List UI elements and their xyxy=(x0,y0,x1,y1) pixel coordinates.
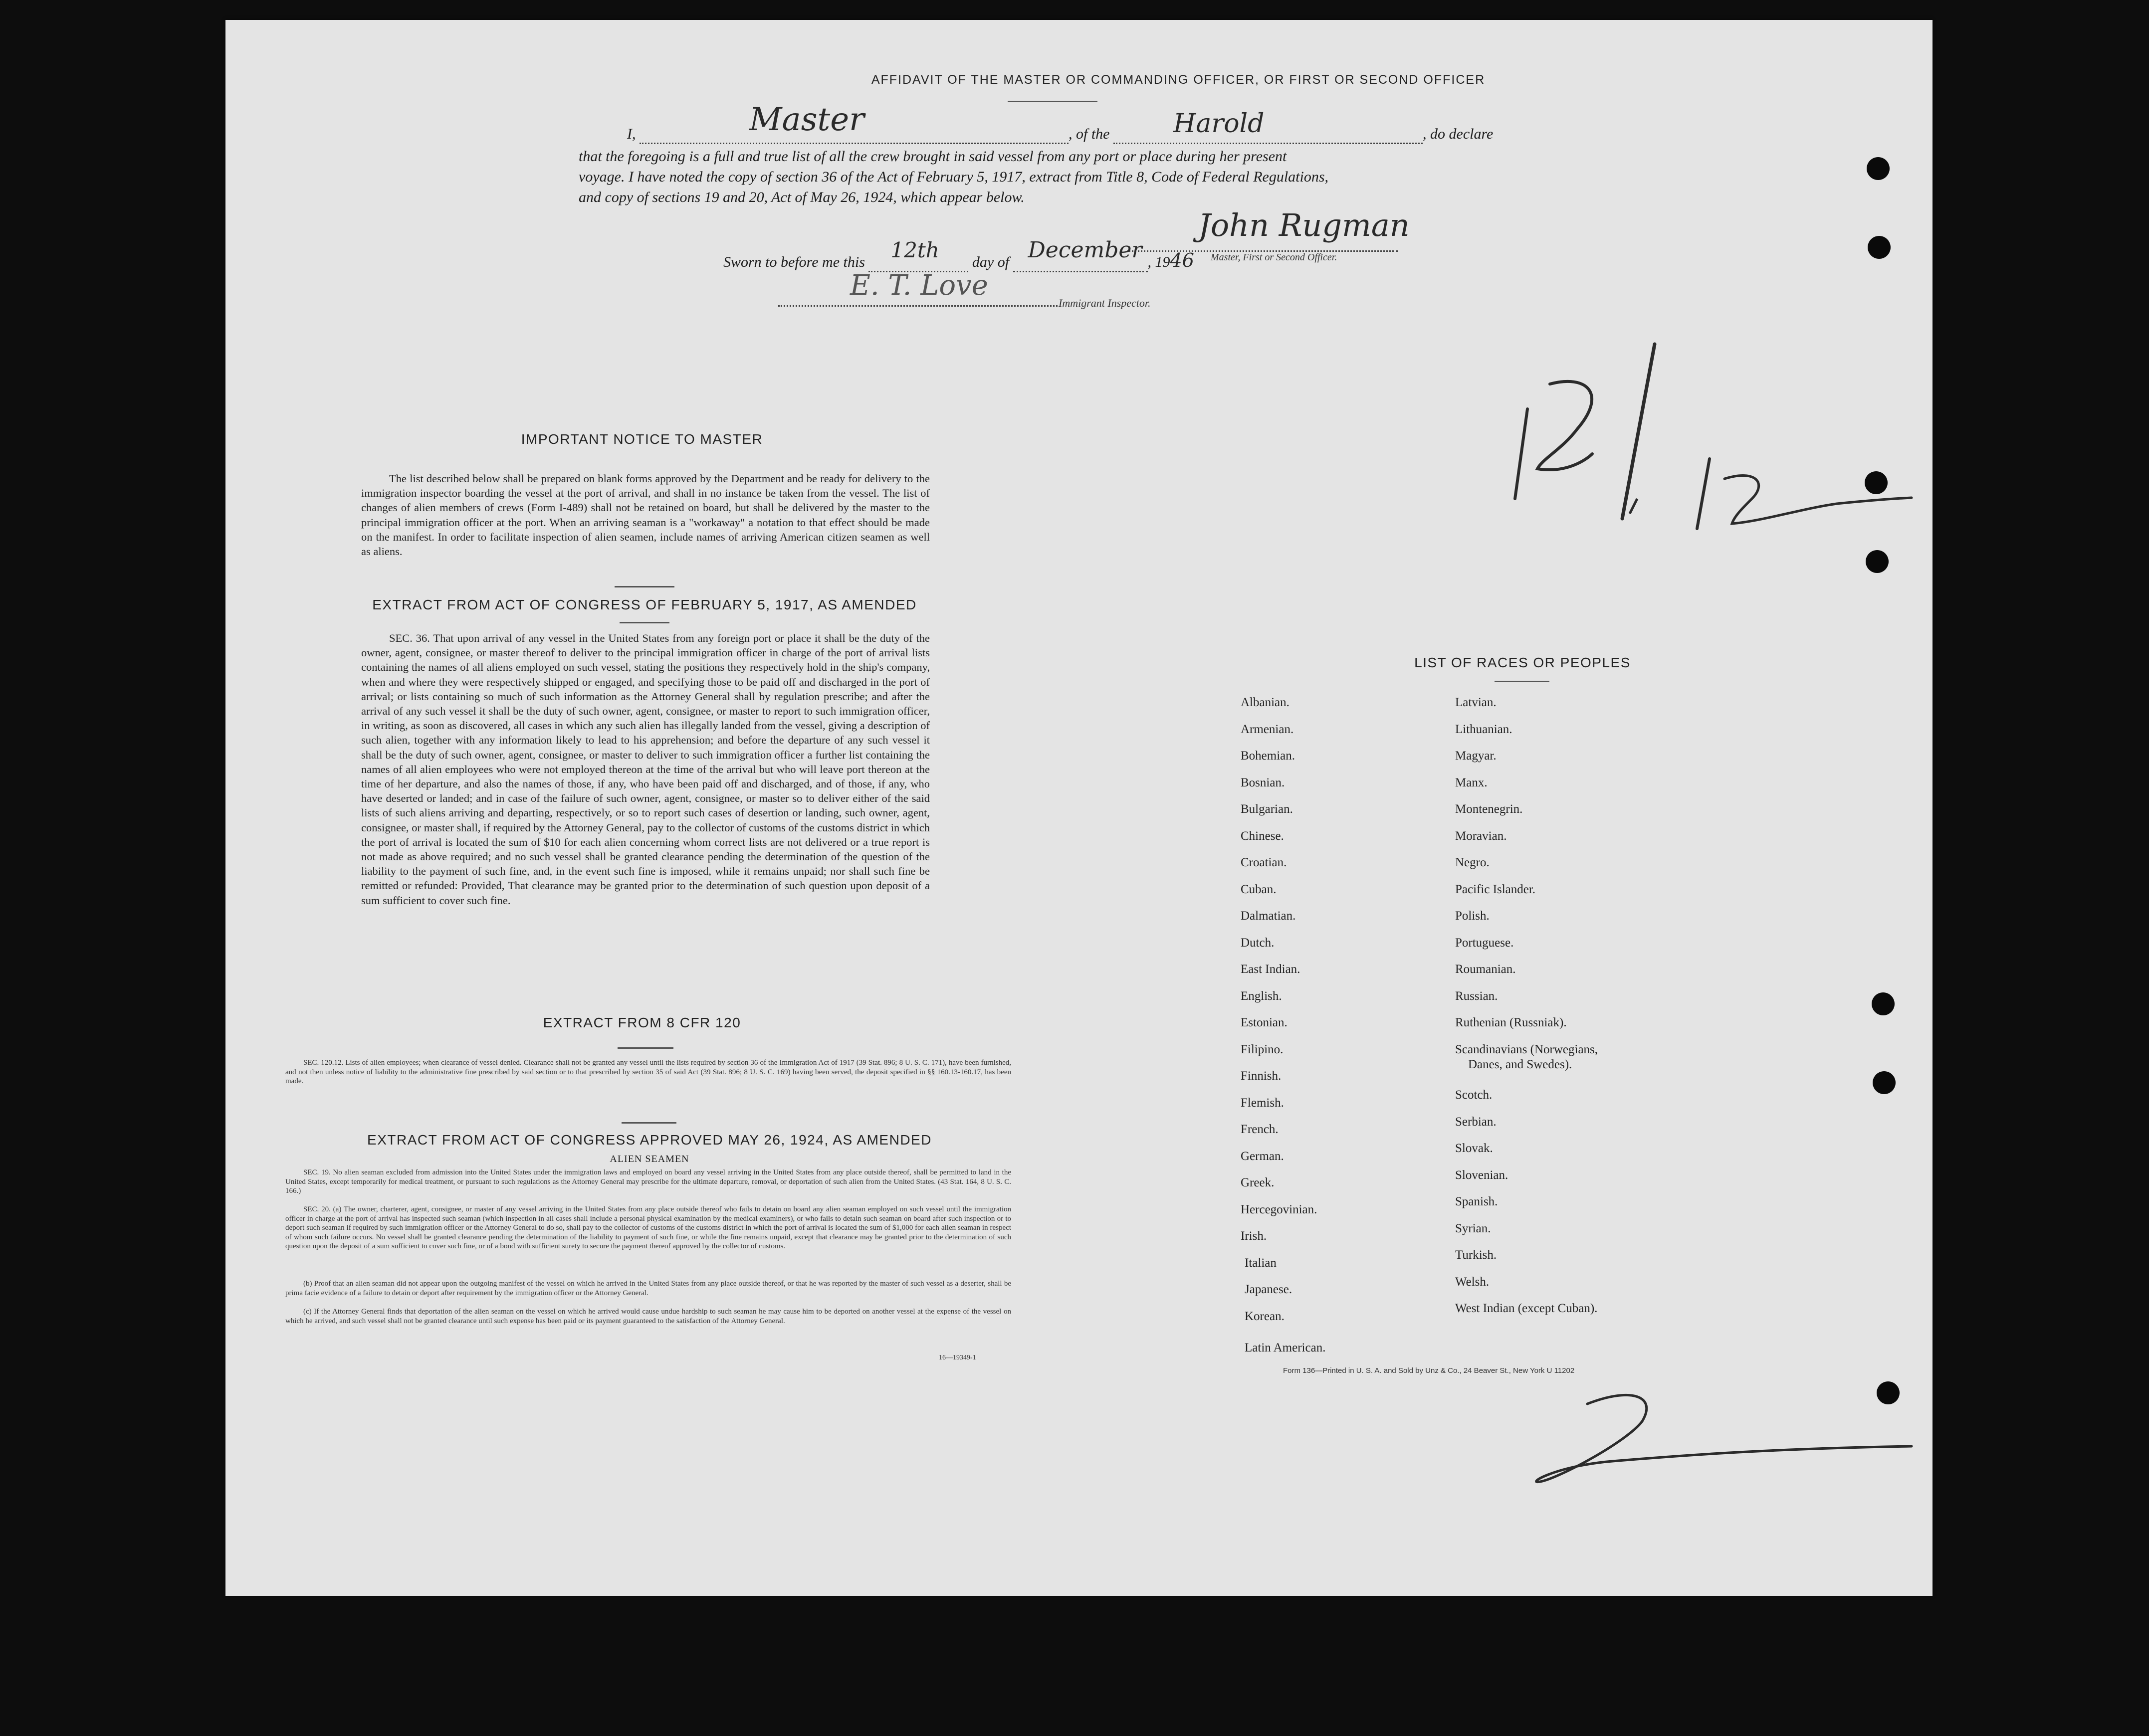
binder-hole xyxy=(1866,550,1889,573)
binder-hole xyxy=(1865,471,1888,494)
affidavit-line-3: voyage. I have noted the copy of section 36 of the Act of February 5, 1917, extract from Title 8, Code of Federal Regulations, xyxy=(579,169,1329,185)
affidavit-title: AFFIDAVIT OF THE MASTER OR COMMANDING OFFICER, OR FIRST OR SECOND OFFICER xyxy=(871,73,1486,87)
vessel-name-field xyxy=(1113,109,1423,144)
binder-hole xyxy=(1873,1071,1896,1094)
race-item: Chinese. xyxy=(1241,829,1284,843)
race-item: Turkish. xyxy=(1455,1248,1497,1262)
race-item: Slovak. xyxy=(1455,1142,1493,1155)
extract-1917-text: SEC. 36. That upon arrival of any vessel in the United States from any foreign port or place it shall be the duty of the owner, agent, consignee, or master thereof to deliver to the principal immigration officer in charge of the port of arrival lists containing the names of all aliens employed on such vessel, stating the positions they respectively hold in the ship's company, when and where they were respectively shipped or engaged, and specifying those to be paid off and discharged in the port of arrival; or lists containing so much of such information as the Attorney General shall by regulation prescribe; and after the arrival of any such vessel it shall be the duty of such owner, agent, consignee, or master to report to such immigration officer, in writing, as soon as discovered, all cases in which any such alien has illegally landed from the vessel, giving a description of such alien, together with any information likely to lead to his apprehension; and before the departure of any such vessel it shall be the duty of such owner, agent, consignee, or master to deliver to such immigration officer a further list containing the names of all alien employees who were not employed thereon at the time of the arrival but who will leave port thereon at the time of her departure, and also the names of those, if any, who have been paid off and discharged, and of those, if any, who have deserted or landed; and in case of the failure of such owner, agent, consignee, or master so to deliver either of the said lists of such aliens arriving and departing, respectively, or so to report such cases of desertion or landing, such owner, agent, consignee, or master shall, if required by the Attorney General, pay to the collector of customs of the customs district in which the port of arrival is located the sum of $10 for each alien concerning whom correct lists are not delivered or a true report is not made as above required; and no such vessel shall be granted clearance pending the determination of the question of the liability to the payment of such fine, and, in the event such fine is imposed, while it remains unpaid; nor shall such fine be remitted or refunded: Provided, That clearance may be granted prior to the determination of such question upon deposit of a sum sufficient to cover such fine. xyxy=(361,632,930,907)
race-item: Lithuanian. xyxy=(1455,722,1512,736)
extract-1917-title: EXTRACT FROM ACT OF CONGRESS OF FEBRUARY 5, 1917, AS AMENDED xyxy=(372,597,917,612)
extract-cfr-divider xyxy=(618,1047,673,1049)
extract-1924-sec20a: SEC. 20. (a) The owner, charterer, agent, consignee, or master of any vessel arriving in the United States from any place outside thereof who fails to detain on board any alien seaman employed on such vessel until the immigration officer in charge at the port of arrival has inspected such seaman (which inspection in all cases shall include a personal physical examination by the medical examiners), or who fails to detain such seaman on board after such inspection or to deport such seaman if required by such immigration officer or the Attorney General to do so, shall pay to the collector of customs of the customs district in which the port of arrival is located the sum of $1,000 for each alien seaman in respect of whom such failure occurs. No vessel shall be granted clearance pending the determination of the liability to payment of such fine, or while the fine remains unpaid, except that clearance may be granted prior to the determination of such question upon the deposit of a sum sufficient to cover such fine, or of a bond with sufficient surety to secure the payment thereof approved by the collector of customs. xyxy=(285,1205,1011,1250)
race-item: Dalmatian. xyxy=(1241,909,1296,923)
race-item: Cuban. xyxy=(1241,882,1277,896)
race-item: Bulgarian. xyxy=(1241,802,1293,816)
affidavit-line-1 xyxy=(627,101,1749,146)
race-item: Bohemian. xyxy=(1241,749,1295,763)
affidavit-line-4: and copy of sections 19 and 20, Act of May 26, 1924, which appear below. xyxy=(579,189,1025,205)
race-item: West Indian (except Cuban). xyxy=(1455,1302,1598,1315)
vessel-name-handwriting: Harold xyxy=(1173,109,1265,139)
notice-divider xyxy=(615,586,674,587)
race-item: Croatian. xyxy=(1241,856,1287,869)
manifest-sheet xyxy=(225,20,1933,1596)
notice-title: IMPORTANT NOTICE TO MASTER xyxy=(521,431,763,447)
race-item: Italian xyxy=(1245,1256,1277,1270)
cfr-end-divider xyxy=(622,1122,676,1124)
title-divider xyxy=(1008,101,1097,102)
race-item: Pacific Islander. xyxy=(1455,882,1536,896)
race-item: Polish. xyxy=(1455,909,1490,923)
binder-hole xyxy=(1867,157,1890,180)
year-prefix: , 19 xyxy=(1147,254,1170,270)
month-handwriting: December xyxy=(1028,237,1142,263)
month-field xyxy=(1013,237,1148,272)
races-divider xyxy=(1495,681,1549,682)
race-item: Spanish. xyxy=(1455,1195,1498,1208)
race-item: Danes, and Swedes). xyxy=(1468,1057,1572,1071)
races-title: LIST OF RACES OR PEOPLES xyxy=(1414,655,1631,670)
race-item: Roumanian. xyxy=(1455,963,1516,976)
race-item: Estonian. xyxy=(1241,1016,1288,1029)
extract-cfr-text: SEC. 120.12. Lists of alien employees; when clearance of vessel denied. Clearance shall not be granted any vessel until the lists required by section 36 of the Immigration Act of 1917 (39 Stat. 896; 8 U. S. C. 171), have been furnished, and not then unless notice of liability to the administrative fine prescribed by said section or to that prescribed by section 35 of said Act (39 Stat. 896; 8 U. S. C. 169) having been served, the deposit specified in §§ 160.13-160.17, has been made. xyxy=(285,1059,1011,1085)
race-item: Magyar. xyxy=(1455,749,1497,763)
race-item: East Indian. xyxy=(1241,963,1300,976)
race-item: Serbian. xyxy=(1455,1115,1497,1129)
race-item: Japanese. xyxy=(1245,1283,1292,1296)
extract-cfr-title: EXTRACT FROM 8 CFR 120 xyxy=(543,1015,741,1030)
form-code: 16—19349-1 xyxy=(939,1354,976,1361)
officer-caption: Master, First or Second Officer. xyxy=(1211,252,1337,263)
master-name-field xyxy=(640,101,1069,144)
binder-hole xyxy=(1872,992,1895,1015)
notice-text: The list described below shall be prepared on blank forms approved by the Department and be ready for delivery to the immigration inspector boarding the vessel at the port of arrival, and shall in no instance be taken from the vessel. The list of changes of alien members of crews (Form I-489) shall not be retained on board, but shall be delivered by the master to the principal immigration officer at the port. When an arriving seaman is a "workaway" a notation to that effect should be made on the manifest. In order to facilitate inspection of alien seamen, include names of arriving American citizen seamen as well as aliens. xyxy=(361,472,930,558)
do-declare-label: , do declare xyxy=(1423,126,1494,142)
inspector-caption: Immigrant Inspector. xyxy=(1059,297,1151,309)
race-item: Negro. xyxy=(1455,856,1490,869)
race-item: Syrian. xyxy=(1455,1221,1491,1235)
of-the-label: , of the xyxy=(1069,126,1110,142)
race-item: German. xyxy=(1241,1149,1284,1163)
race-item: Bosnian. xyxy=(1241,775,1285,789)
race-item: Hercegovinian. xyxy=(1241,1202,1317,1216)
race-item: Irish. xyxy=(1241,1229,1267,1243)
inspector-signature-line xyxy=(778,305,1058,307)
race-item: Welsh. xyxy=(1455,1275,1490,1289)
affidavit-line-2: that the foregoing is a full and true list of all the crew brought in said vessel from any port or place during her present xyxy=(579,148,1287,165)
sworn-line xyxy=(723,237,1272,272)
races-left-column xyxy=(1241,696,1420,1394)
extract-1924-subtitle: ALIEN SEAMEN xyxy=(610,1154,689,1164)
race-item: Armenian. xyxy=(1241,722,1294,736)
race-item: Montenegrin. xyxy=(1455,802,1523,816)
year-handwriting: 46 xyxy=(1170,249,1194,271)
race-item: French. xyxy=(1241,1123,1279,1136)
printer-footer: Form 136—Printed in U. S. A. and Sold by Unz & Co., 24 Beaver St., New York U 11202 xyxy=(1283,1366,1575,1375)
officer-signature: John Rugman xyxy=(1198,207,1410,243)
race-item: Portuguese. xyxy=(1455,936,1514,950)
binder-hole xyxy=(1868,236,1891,259)
race-item: Ruthenian (Russniak). xyxy=(1455,1016,1567,1029)
race-item: Latvian. xyxy=(1455,696,1497,709)
race-item: Moravian. xyxy=(1455,829,1507,843)
master-name-handwriting: Master xyxy=(749,101,864,138)
extract-1924-sec19: SEC. 19. No alien seaman excluded from admission into the United States under the immigration laws and employed on board any vessel arriving in the United States from any place outside thereof, shall be permitted to land in the United States, except temporarily for medical treatment, or pursuant to such regulations as the Attorney General may prescribe for the ultimate departure, removal, or deportation of such alien from the United States. (43 Stat. 164, 8 U. S. C. 166.) xyxy=(285,1168,1011,1195)
extract-1924-title: EXTRACT FROM ACT OF CONGRESS APPROVED MAY 26, 1924, AS AMENDED xyxy=(367,1132,932,1148)
race-item: Manx. xyxy=(1455,775,1488,789)
extract-1924-sec20c: (c) If the Attorney General finds that deportation of the alien seaman on the vessel on which he arrived would cause undue hardship to such seaman he may cause him to be deported on another vessel at the expense of the vessel on which he arrived, and such vessel shall not be granted clearance until such expense has been paid or its payment guaranteed to the satisfaction of the Attorney General. xyxy=(285,1308,1011,1325)
race-item: Russian. xyxy=(1455,989,1498,1003)
race-item: English. xyxy=(1241,989,1282,1003)
race-item: Greek. xyxy=(1241,1176,1275,1189)
race-item: Filipino. xyxy=(1241,1042,1284,1056)
inspector-signature: E. T. Love xyxy=(850,269,988,302)
day-of-label: day of xyxy=(972,254,1010,270)
race-item: Finnish. xyxy=(1241,1069,1282,1083)
races-right-column xyxy=(1455,696,1695,1394)
i-label: I, xyxy=(627,126,636,142)
race-item: Slovenian. xyxy=(1455,1168,1508,1182)
binder-hole xyxy=(1877,1381,1900,1404)
day-handwriting: 12th xyxy=(890,238,939,262)
extract-1924-sec20b: (b) Proof that an alien seaman did not appear upon the outgoing manifest of the vessel on which he arrived in the United States from any place outside thereof, or that he was reported by the master of such vessel as a deserter, shall be prima facie evidence of a failure to detain or deport after requirement by the immigration officer or the Attorney General. xyxy=(285,1280,1011,1297)
extract-1917-divider xyxy=(620,622,669,623)
race-item: Flemish. xyxy=(1241,1096,1284,1110)
race-item: Scotch. xyxy=(1455,1088,1493,1102)
race-item: Dutch. xyxy=(1241,936,1275,950)
race-item: Scandinavians (Norwegians, xyxy=(1455,1042,1598,1056)
sworn-label: Sworn to before me this xyxy=(723,254,865,270)
race-item: Latin American. xyxy=(1245,1341,1326,1354)
race-item: Albanian. xyxy=(1241,696,1289,709)
race-item: Korean. xyxy=(1245,1309,1285,1323)
